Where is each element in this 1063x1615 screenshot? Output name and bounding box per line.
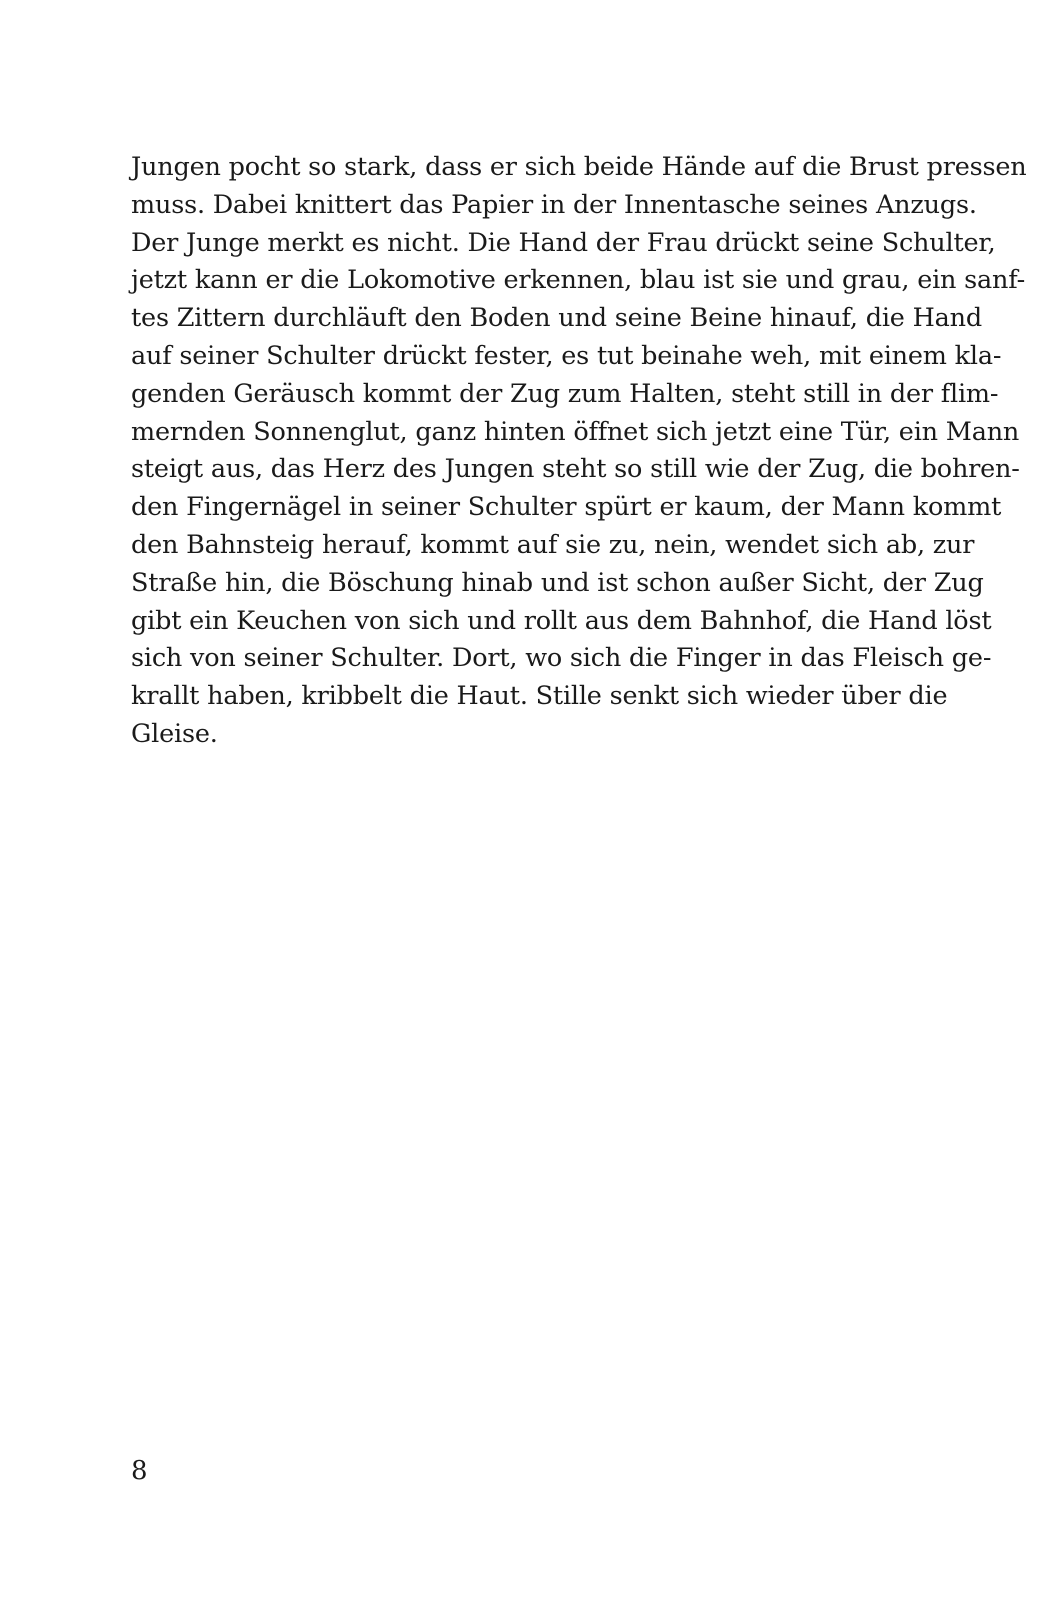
text-line: krallt haben, kribbelt die Haut. Stille senkt sich wieder über die [131, 681, 948, 712]
text-line: Jungen pocht so stark, dass er sich beide Hände auf die Brust pressen [131, 152, 1027, 182]
text-line: steigt aus, das Herz des Jungen steht so still wie der Zug, die bohren- [131, 454, 1020, 485]
text-line: muss. Dabei knittert das Papier in der Innentasche seines Anzugs. [131, 189, 977, 220]
text-line: Der Junge merkt es nicht. Die Hand der Frau drückt seine Schulter, [131, 227, 996, 258]
text-line: den Fingernägel in seiner Schulter spürt er kaum, der Mann kommt [131, 492, 1002, 523]
text-line: Straße hin, die Böschung hinab und ist schon außer Sicht, der Zug [131, 567, 984, 598]
body-text [131, 149, 1027, 754]
text-line: mernden Sonnenglut, ganz hinten öffnet sich jetzt eine Tür, ein Mann [131, 416, 1020, 447]
page-number: 8 [131, 1456, 148, 1486]
text-line: Gleise. [131, 718, 218, 749]
text-line: den Bahnsteig herauf, kommt auf sie zu, nein, wendet sich ab, zur [131, 529, 975, 560]
text-line: jetzt kann er die Lokomotive erkennen, blau ist sie und grau, ein sanf- [131, 265, 1026, 296]
text-line: gibt ein Keuchen von sich und rollt aus dem Bahnhof, die Hand löst [131, 605, 992, 636]
text-line: auf seiner Schulter drückt fester, es tut beinahe weh, mit einem kla- [131, 340, 1002, 371]
text-line: genden Geräusch kommt der Zug zum Halten, steht still in der flim- [131, 378, 999, 409]
text-line: sich von seiner Schulter. Dort, wo sich die Finger in das Fleisch ge- [131, 643, 992, 674]
text-line: tes Zittern durchläuft den Boden und seine Beine hinauf, die Hand [131, 303, 982, 334]
